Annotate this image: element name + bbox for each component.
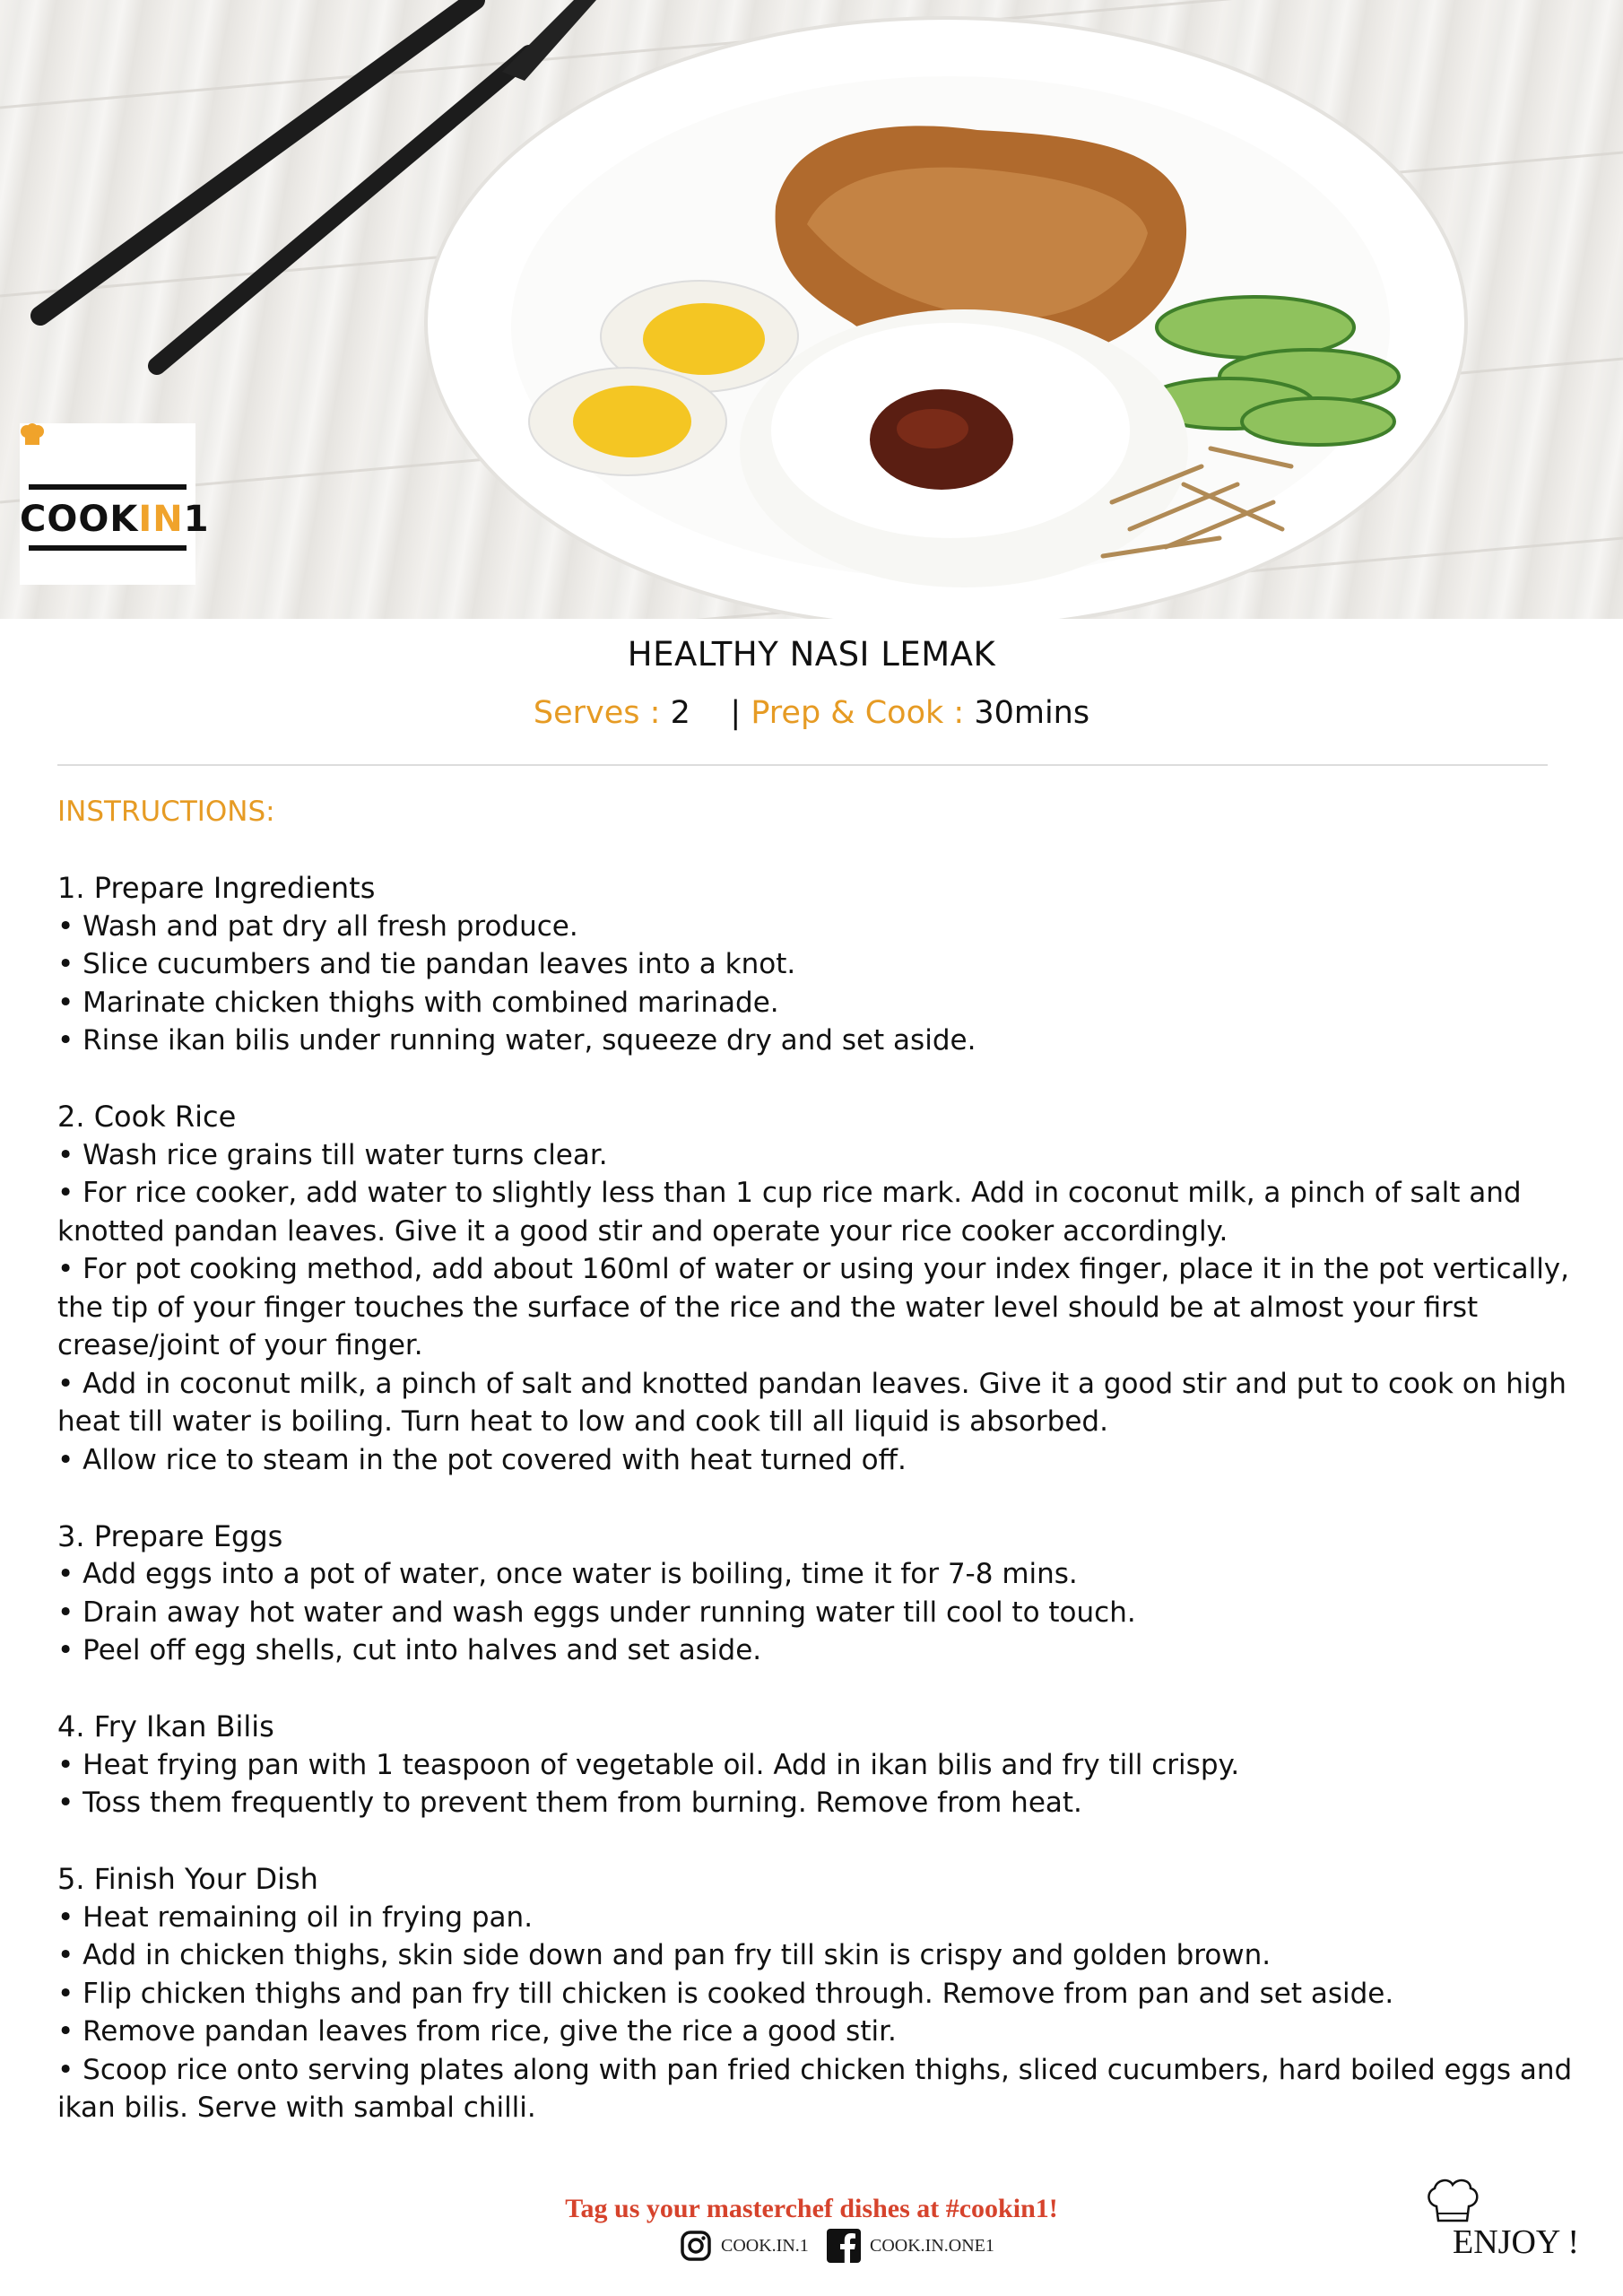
step-bullet: • Add in coconut milk, a pinch of salt and knotted pandan leaves. Give it a good stir and put to cook on high heat till water is boiling. Turn heat to low and cook till all liquid is absorbed. [57,1367,1567,1438]
step-bullet: • Flip chicken thighs and pan fry till chicken is cooked through. Remove from pan and set aside. [57,1977,1394,2010]
step-bullet: • Allow rice to steam in the pot covered with heat turned off. [57,1443,907,1476]
step-title: 5. Finish Your Dish [57,1862,318,1896]
chef-hat-icon [1424,2176,1481,2228]
step-fry-ikan-bilis [57,1708,1573,1822]
divider [57,764,1548,766]
step-title: 4. Fry Ikan Bilis [57,1709,274,1744]
serves-label: Serves : [533,695,661,731]
serves-value: 2 [670,695,690,731]
step-bullet: • Marinate chicken thighs with combined marinade. [57,986,779,1019]
step-bullet: • Rinse ikan bilis under running water, squeeze dry and set aside. [57,1024,976,1057]
facebook-handle: COOK.IN.ONE1 [870,2235,994,2256]
step-bullet: • For rice cooker, add water to slightly less than 1 cup rice mark. Add in coconut milk, a pinch of salt and knotted pandan leaves. Give it a good stir and operate your rice cooker accordingly. [57,1177,1522,1248]
instagram-icon [680,2230,712,2262]
enjoy-text: ENJOY ! [1453,2223,1580,2261]
logo-rule-bottom [29,545,187,551]
hero-photo [0,0,1623,619]
step-title: 1. Prepare Ingredients [57,871,376,905]
step-bullet: • Scoop rice onto serving plates along with pan fried chicken thighs, sliced cucumbers, hard boiled eggs and ikan bilis. Serve with sambal chilli. [57,2053,1573,2124]
cookin1-logo [20,423,210,585]
step-title: 3. Prepare Eggs [57,1518,283,1553]
time-value: 30mins [974,695,1090,731]
facebook-icon [827,2229,861,2263]
step-bullet: • Add eggs into a pot of water, once water is boiling, time it for 7-8 mins. [57,1558,1078,1590]
step-bullet: • Heat remaining oil in frying pan. [57,1900,534,1934]
footer-tagline: Tag us your masterchef dishes at #cookin1! [565,2194,1058,2223]
logo-rule-top [29,484,187,490]
time-label: Prep & Cook : [751,695,965,731]
step-bullet: • Wash and pat dry all fresh produce. [57,909,578,943]
step-finish-dish [57,1860,1573,2127]
recipe-title: HEALTHY NASI LEMAK [627,635,996,674]
step-prepare-eggs [57,1518,1573,1670]
step-cook-rice [57,1098,1573,1479]
step-bullet: • Heat frying pan with 1 teaspoon of vegetable oil. Add in ikan bilis and fry till crispy. [57,1748,1240,1781]
logo-text-cook: COOK [20,499,139,540]
step-bullet: • Slice cucumbers and tie pandan leaves into a knot. [57,948,796,980]
step-prepare-ingredients [57,869,1573,1060]
step-bullet: • Drain away hot water and wash eggs under running water till cool to touch. [57,1596,1136,1629]
step-bullet: • Toss them frequently to prevent them from burning. Remove from heat. [57,1787,1082,1819]
nasi-lemak-illustration [0,0,1623,619]
instagram-link[interactable] [680,2228,809,2264]
chef-hat-logo-icon [20,423,45,447]
step-bullet: • Wash rice grains till water turns clear. [57,1138,608,1171]
logo-text-one: 1 [183,499,210,540]
logo-wordmark [20,499,210,540]
step-bullet: • Add in chicken thighs, skin side down and pan fry till skin is crispy and golden brown. [57,1939,1271,1971]
step-bullet: • Remove pandan leaves from rice, give the rice a good stir. [57,2015,897,2048]
instagram-handle: COOK.IN.1 [721,2235,809,2256]
instructions [57,793,1573,2165]
step-bullet: • For pot cooking method, add about 160ml of water or using your index finger, place it in the pot vertically, the tip of your finger touches the surface of the rice and the water level should be at almost your first crease/joint of your finger. [57,1253,1570,1361]
logo-text-in: IN [138,499,184,540]
step-title: 2. Cook Rice [57,1100,237,1134]
meta-separator: | [730,695,742,731]
step-bullet: • Peel off egg shells, cut into halves and set aside. [57,1634,762,1666]
instructions-heading: INSTRUCTIONS: [57,796,275,828]
facebook-link[interactable] [827,2228,994,2264]
recipe-meta [0,695,1623,731]
